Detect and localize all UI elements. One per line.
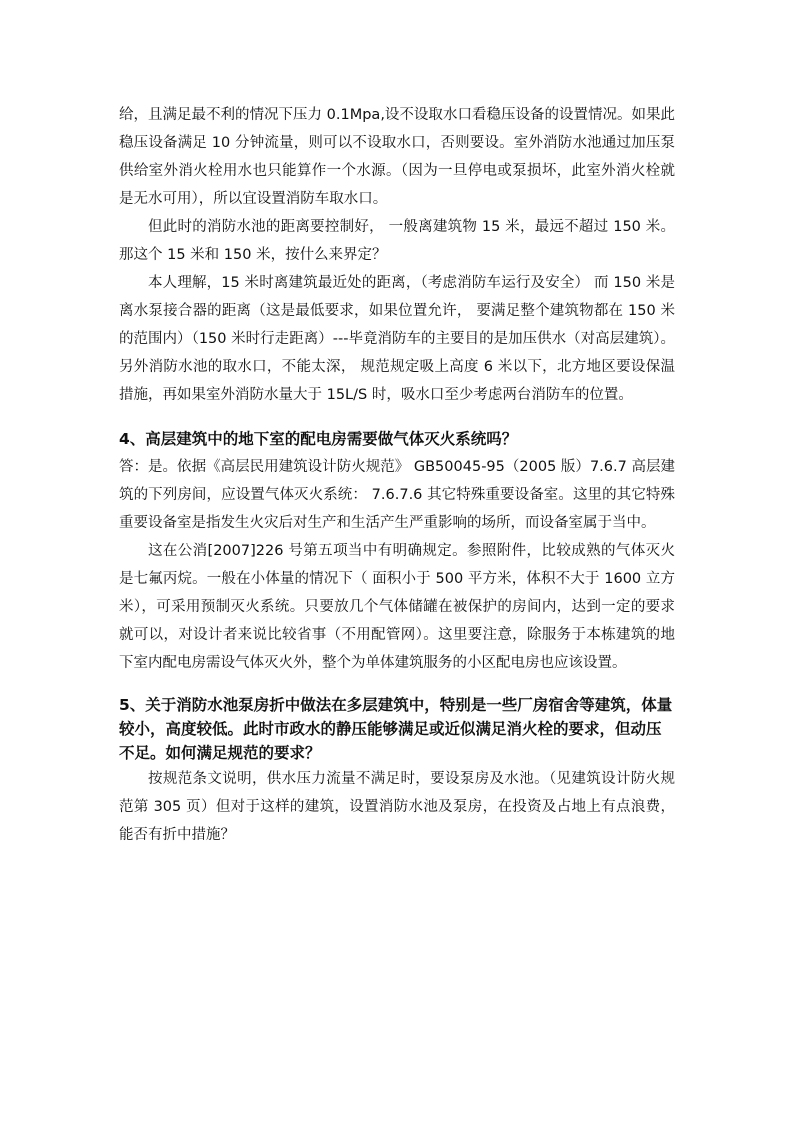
section-spacer bbox=[119, 409, 675, 425]
section-heading-4: 4、高层建筑中的地下室的配电房需要做气体灭火系统吗？ bbox=[119, 430, 518, 448]
paragraph-pool-distance: 但此时的消防水池的距离要控制好， 一般离建筑物 15 米，最远不超过 150 米。那这个 15 米和 150 米，按什么来界定？ bbox=[119, 219, 675, 263]
paragraph-pump-room-compromise: 按规范条文说明，供水压力流量不满足时，要设泵房及水池。（见建筑设计防火规范第 305 页）但对于这样的建筑，设置消防水池及泵房，在投资及占地上有点浪费，能否有折中措施？ bbox=[119, 771, 675, 843]
section-spacer bbox=[119, 677, 675, 693]
paragraph-regulation-note: 这在公消[2007]226 号第五项当中有明确规定。参照附件，比较成熟的气体灭火是七氟丙烷。一般在小体量的情况下（ 面积小于 500 平方米，体积不大于 1600 立方米），可采用预制灭火系统。只要放几个气体储罐在被保护的房间内，达到一定的要求就可以，对设计者来说比较省事（不用配管网）。这里要注意，除服务于本栋建筑的地下室内配电房需设气体灭火外，整个为单体建筑服务的小区配电房也应该设置。 bbox=[119, 543, 675, 671]
paragraph-pool-intake: 给，且满足最不利的情况下压力 0.1Mpa,设不设取水口看稳压设备的设置情况。如果此稳压设备满足 10 分钟流量，则可以不设取水口，否则要设。室外消防水池通过加压泵供给室外消火栓用水也只能算作一个水源。（因为一旦停电或泵损坏，此室外消火栓就是无水可用），所以宜设置消防车取水口。 bbox=[119, 107, 675, 207]
document-body bbox=[119, 101, 675, 849]
paragraph-answer-gas-system: 答：是。依据《高层民用建筑设计防火规范》 GB50045-95（2005 版）7.6.7 高层建筑的下列房间，应设置气体灭火系统： 7.6.7.6 其它特殊重要设备室。这里的其它特殊重要设备室是指发生火灾后对生产和生活产生严重影响的场所，而设备室属于当中。 bbox=[119, 459, 675, 531]
section-heading-5: 5、关于消防水池泵房折中做法在多层建筑中，特别是一些厂房宿舍等建筑，体量较小，高度较低。此时市政水的静压能够满足或近似满足消火栓的要求，但动压不足。如何满足规范的要求？ bbox=[119, 696, 673, 762]
paragraph-distance-explanation: 本人理解，15 米时离建筑最近处的距离，（考虑消防车运行及安全） 而 150 米是离水泵接合器的距离（这是最低要求，如果位置允许， 要满足整个建筑物都在 150 米的范围内）（150 米时行走距离）---毕竟消防车的主要目的是加压供水（对高层建筑）。另外消防水池的取水口，不能太深， 规范规定吸上高度 6 米以下，北方地区要设保温措施，再如果室外消防水量大于 15L/S 时，吸水口至少考虑两台消防车的位置。 bbox=[119, 275, 675, 403]
